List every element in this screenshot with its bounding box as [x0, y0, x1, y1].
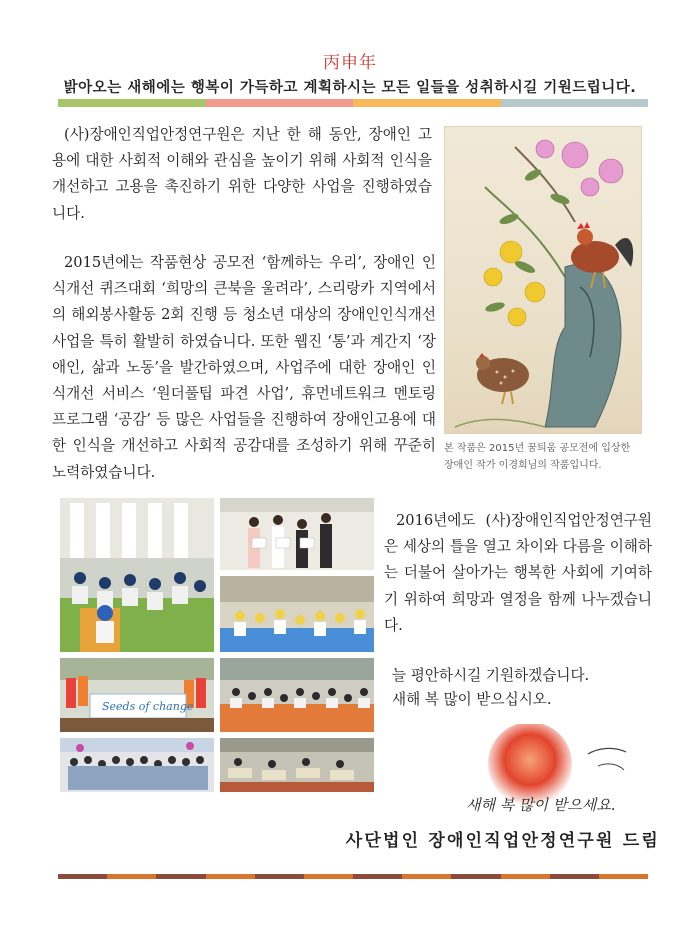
- signoff: 사단법인 장애인직업안정연구원 드림: [345, 831, 660, 851]
- achievements-paragraph: 2015년에는 작품현상 공모전 ‘함께하는 우리’, 장애인 인식개선 퀴즈대회 ‘희망의 큰북을 울려라’, 스리랑카 지역에서의 해외봉사활동 2회 진행 등 청소년 대상의 장애인인식개선 사업을 특히 활발히 하였습니다. 또한 웹진 ‘통’과 계간지 ‘장애인, 삶과 노동’을 발간하였으며, 사업주에 대한 장애인 인식개선 서비스 ‘원더풀팁 파견 사업’, 휴먼네트워크 멘토링 프로그램 ‘공감’ 등 많은 사업들을 진행하여 장애인고용에 대한 인식을 개선하고 사회적 공감대를 조성하기 위해 꾸준히 노력하였습니다.: [52, 254, 436, 481]
- photo-quiz-contest: [220, 576, 374, 652]
- bar-bottom-segment: [58, 874, 107, 879]
- photo-gym-event: [220, 658, 374, 732]
- wishes-paragraph: [392, 664, 652, 712]
- bar-segment-green: [58, 99, 206, 107]
- year-title: 丙申年: [323, 53, 377, 73]
- bar-segment-gray: [501, 99, 649, 107]
- wishes-line-2: 새해 복 많이 받으십시오.: [392, 691, 552, 708]
- color-bar-bottom: [58, 874, 648, 879]
- wishes-line-1: 늘 평안하시길 기원하겠습니다.: [392, 667, 590, 684]
- photo-students-desks: [220, 738, 374, 792]
- photo-award-ceremony: [220, 498, 374, 570]
- bar-bottom-segment: [451, 874, 500, 879]
- bar-bottom-segment: [402, 874, 451, 879]
- bar-bottom-segment: [550, 874, 599, 879]
- caption-line-1: 본 작품은 2015년 꿈틔움 공모전에 입상한: [444, 443, 631, 454]
- bar-bottom-segment: [255, 874, 304, 879]
- future-plans-paragraph: 2016년에도 (사)장애인직업안정연구원은 세상의 틀을 열고 차이와 다름을 이해하는 더불어 살아가는 행복한 사회에 기여하기 위하여 희망과 열정을 함께 나누겠습니다.: [384, 512, 652, 634]
- painting-caption: [444, 440, 654, 474]
- bar-bottom-segment: [501, 874, 550, 879]
- red-sun-icon: [488, 724, 572, 806]
- banner-text: Seeds of change: [102, 700, 194, 713]
- sun-calligraphy: [448, 724, 648, 824]
- bar-bottom-segment: [156, 874, 205, 879]
- bar-bottom-segment: [107, 874, 156, 879]
- photo-collage: [60, 498, 374, 792]
- bar-bottom-segment: [304, 874, 353, 879]
- caption-line-2: 장애인 작가 이경희님의 작품입니다.: [444, 460, 602, 471]
- bar-bottom-segment: [206, 874, 255, 879]
- calligraphy-text: 새해 복 많이 받으세요.: [466, 796, 616, 814]
- bar-segment-orange: [353, 99, 501, 107]
- color-bar-top: [58, 99, 648, 107]
- bar-bottom-segment: [353, 874, 402, 879]
- greeting-banner: 밝아오는 새해에는 행복이 가득하고 계획하시는 모든 일들을 성취하시길 기원드립니다.: [63, 80, 637, 96]
- bar-segment-pink: [206, 99, 354, 107]
- intro-paragraph: (사)장애인직업안정연구원은 지난 한 해 동안, 장애인 고용에 대한 사회적 이해와 관심을 높이기 위해 사회적 인식을 개선하고 고용을 촉진하기 위한 다양한 사업을 진행하였습니다.: [52, 126, 432, 222]
- bar-bottom-segment: [599, 874, 648, 879]
- photo-hall-participants: [60, 498, 214, 652]
- photo-group-celebration: [60, 738, 214, 792]
- rooster-painting-art: [445, 127, 642, 434]
- rooster-painting: [444, 126, 642, 434]
- photo-overseas-volunteer: [60, 658, 214, 732]
